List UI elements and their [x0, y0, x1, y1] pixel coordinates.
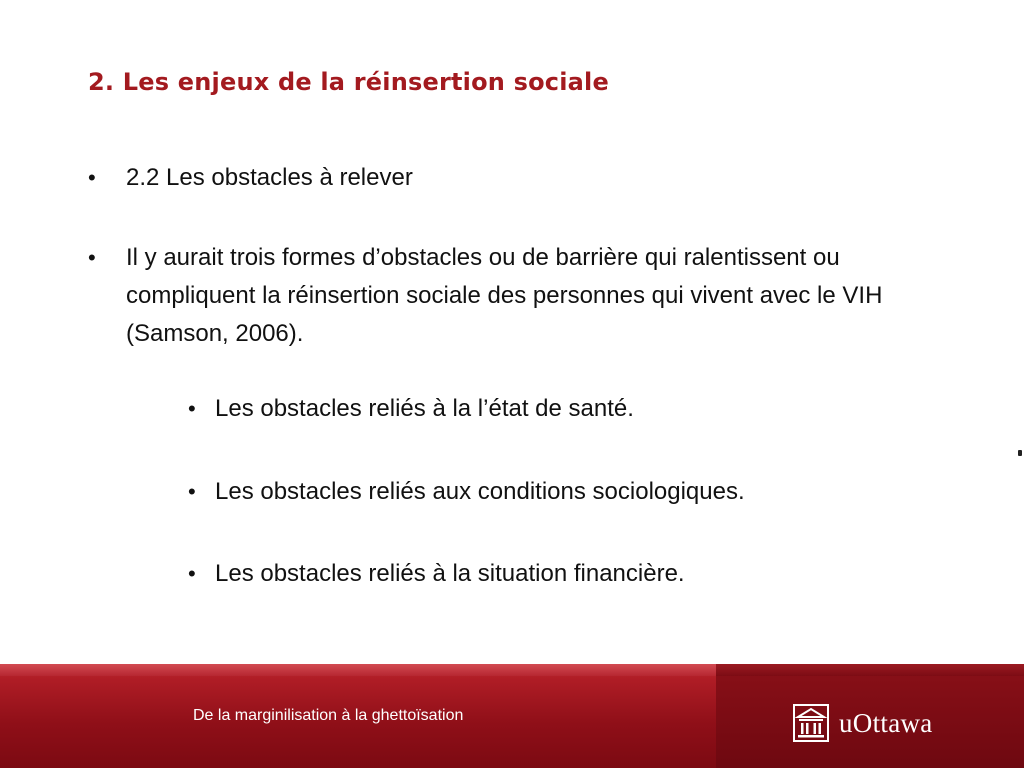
bullet-marker: •: [188, 561, 196, 586]
bullet-item: [88, 159, 958, 197]
bullet-marker: •: [188, 479, 196, 504]
sub-bullet-item: [188, 555, 948, 593]
sub-bullet-item: [188, 473, 948, 511]
bullet-text: 2.2 Les obstacles à relever: [126, 164, 413, 191]
bullet-marker: •: [188, 396, 196, 421]
stray-mark: [1018, 450, 1022, 456]
bullet-marker: •: [88, 245, 96, 270]
sub-bullet-text: Les obstacles reliés à la situation financière.: [215, 560, 685, 587]
sub-bullet-item: [188, 390, 948, 428]
bullet-text: Il y aurait trois formes d’obstacles ou de barrière qui ralentissent ou compliquent la réinsertion sociale des personnes qui vivent avec le VIH (Samson, 2006).: [126, 244, 883, 347]
uottawa-logo: [793, 704, 933, 742]
sub-bullet-text: Les obstacles reliés aux conditions sociologiques.: [215, 478, 745, 505]
footer-caption: De la marginilisation à la ghettoïsation: [193, 707, 464, 724]
slide-title: 2. Les enjeux de la réinsertion sociale: [88, 68, 609, 96]
footer-logo-panel-stripe: [716, 664, 1024, 676]
bullet-marker: •: [88, 165, 96, 190]
bullet-item: [88, 239, 958, 353]
sub-bullet-text: Les obstacles reliés à la l’état de santé.: [215, 395, 634, 422]
university-building-icon: [793, 704, 829, 742]
logo-wordmark: uOttawa: [839, 707, 933, 738]
